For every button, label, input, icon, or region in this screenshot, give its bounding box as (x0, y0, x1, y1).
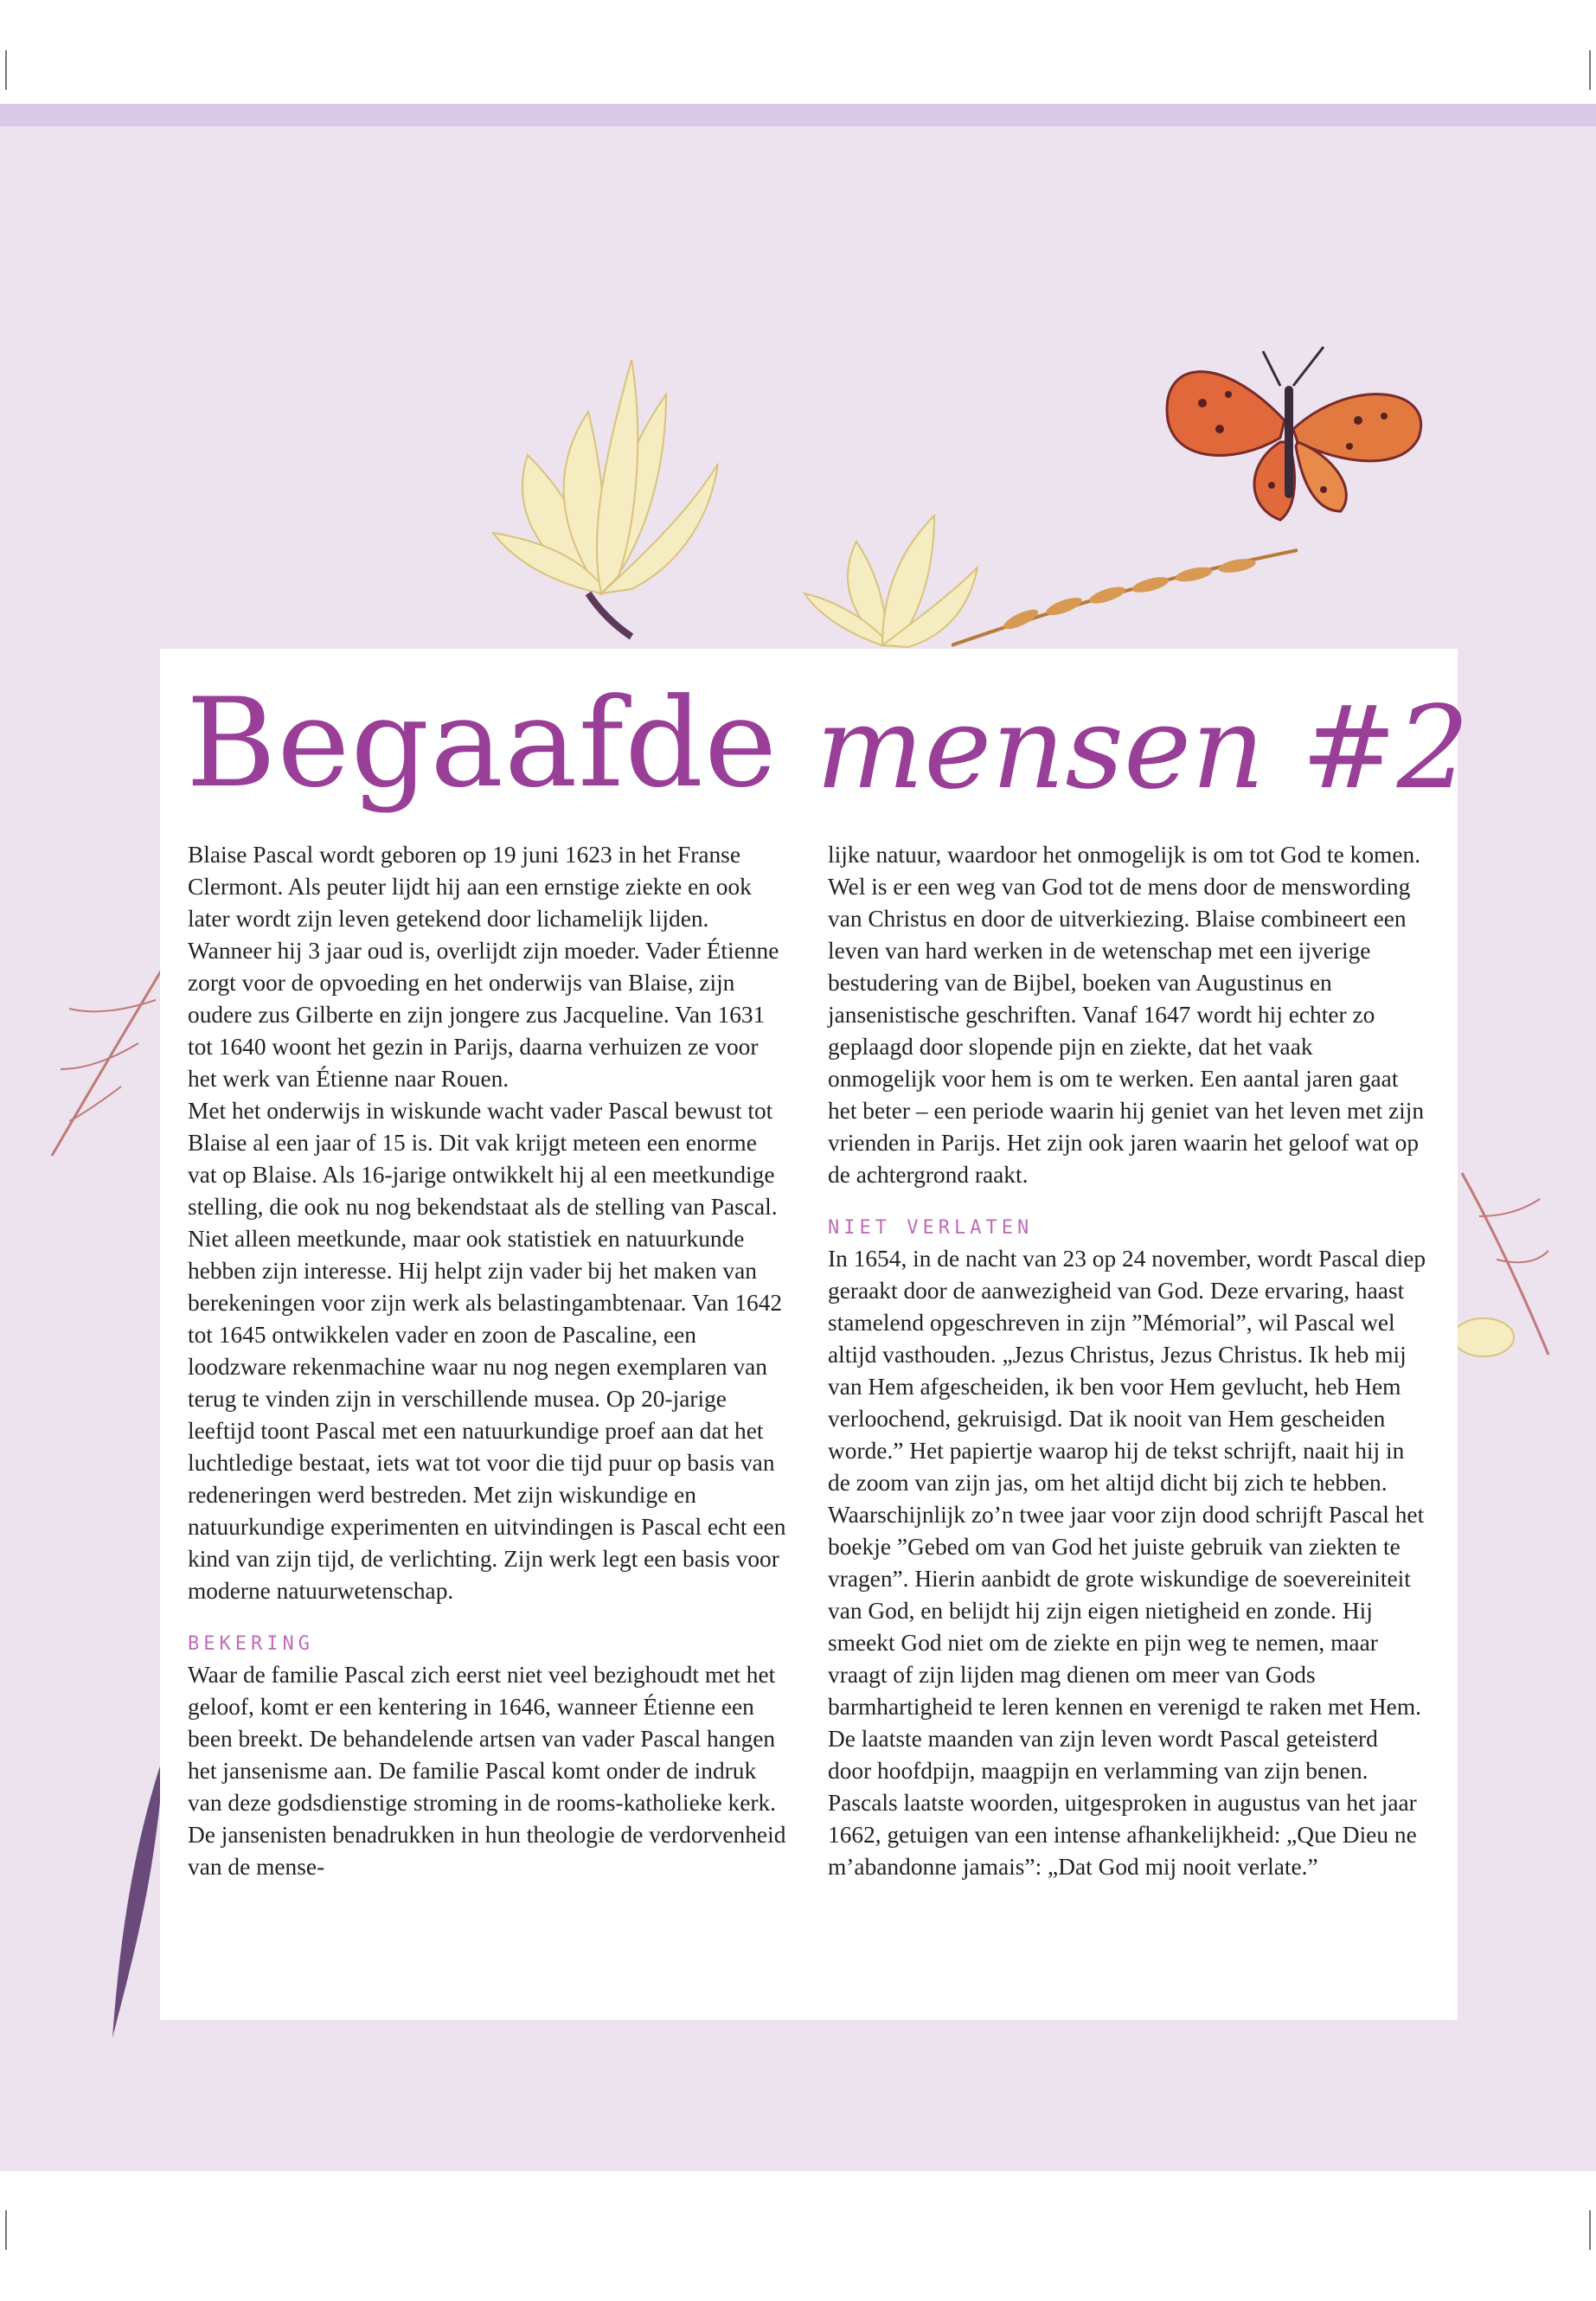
crop-mark-bottom-right (1589, 2210, 1591, 2250)
article-card (160, 649, 1470, 2020)
section-heading-niet-verlaten: NIET VERLATEN (828, 1217, 1034, 1239)
article-title (186, 670, 1470, 843)
body-paragraph: Waar de familie Pascal zich eerst niet veel bezighoudt met het geloof, komt er een kentering in 1646, wanneer Étienne een been breekt. De behandelende artsen van vader Pascal hangen het jansenisme aan. De familie Pascal komt onder de indruk van deze godsdienstige stroming in de rooms-katholieke kerk. De jansenisten benadrukken in hun theologie de verdorvenheid van de mense- (188, 1662, 786, 1880)
crop-mark-top-right (1589, 50, 1591, 90)
section-heading-bekering: BEKERING (188, 1633, 314, 1655)
right-column (828, 839, 1426, 1883)
body-paragraph: Met het onderwijs in wiskunde wacht vader Pascal bewust tot Blaise al een jaar of 15 is. Dit vak krijgt meteen een enorme vat op Blaise. Als 16-jarige ontwikkelt hij al een meetkundige stelling, die ook nu nog bekendstaat als de stelling van Pascal. (188, 1098, 778, 1220)
body-paragraph: Blaise Pascal wordt geboren op 19 juni 1623 in het Franse Clermont. Als peuter lijdt hij aan een ernstige ziekte en ook later wordt zijn leven getekend door lichamelijk lijden. Wanneer hij 3 jaar oud is, overlijdt zijn moeder. Vader Étienne zorgt voor de opvoeding en het onderwijs van Blaise, zijn oudere zus Gilberte en zijn jongere zus Jacqueline. Van 1631 tot 1640 woont het gezin in Parijs, daarna verhuizen ze voor het werk van Étienne naar Rouen. (188, 842, 779, 1092)
grass-illustration-left (35, 948, 173, 1173)
body-paragraph: Niet alleen meetkunde, maar ook statistiek en natuurkunde hebben zijn interesse. Hij helpt zijn vader bij het maken van berekeningen voor zijn werk als belastingambtenaar. Van 1642 tot 1645 ontwikkelen vader en zoon de Pascaline, een loodzware rekenmachine waar nu nog negen exemplaren van terug te vinden zijn in verschillende musea. Op 20-jarige leeftijd toont Pascal met een natuurkundige proef aan dat het luchtledige bestaat, iets wat tot voor die tijd puur op basis van redeneringen werd bestreden. Met zijn wiskundige en natuurkundige experimenten en uitvindingen is Pascal echt een kind van zijn tijd, de verlichting. Zijn werk legt een basis voor moderne natuurwetenschap. (188, 1226, 786, 1604)
title-regular: Begaafde (186, 672, 779, 815)
title-script: mensen #2 (816, 682, 1470, 815)
butterfly-illustration (1151, 334, 1445, 542)
body-paragraph: In 1654, in de nacht van 23 op 24 november, wordt Pascal diep geraakt door de aanwezigheid van God. Deze ervaring, haast stamelend opgeschreven in zijn ”Mémorial”, wil Pascal wel altijd vasthouden. „Jezus Christus, Jezus Christus. Ik heb mij van Hem afgescheiden, ik ben voor Hem gevlucht, heb Hem verloochend, gekruisigd. Dat ik nooit van Hem gescheiden worde.” Het papiertje waarop hij de tekst schrijft, naait hij in de zoom van zijn jas, om het altijd dicht bij zich te hebben. (828, 1246, 1426, 1496)
flower-illustration-right (1445, 1303, 1531, 1372)
wheat-illustration (952, 533, 1315, 654)
flower-illustration-left (458, 334, 744, 645)
header-band (0, 104, 1596, 126)
body-paragraph: Waarschijnlijk zo’n twee jaar voor zijn dood schrijft Pascal het boekje ”Gebed om van God het juiste gebruik van ziekten te vragen”. Hierin aanbidt de grote wiskundige de soevereiniteit van God, en belijdt hij zijn eigen nietigheid en zonde. Hij smeekt God niet om de ziekte en pijn weg te nemen, maar vraagt of zijn lijden mag dienen om meer van Gods barmhartigheid te leren kennen en verenigd te raken met Hem. De laatste maanden van zijn leven wordt Pascal geteisterd door hoofdpijn, maagpijn en verlamming van zijn benen. Pascals laatste woorden, uitgesproken in augustus van het jaar 1662, getuigen van een intense afhankelijkheid: „Que Dieu ne m’abandonne jamais”: „Dat God mij nooit verlate.” (828, 1502, 1425, 1880)
body-paragraph: lijke natuur, waardoor het onmogelijk is om tot God te komen. Wel is er een weg van God tot de mens door de menswording van Christus en door de uitverkiezing. Blaise combineert een leven van hard werken in de wetenschap met een ijverige bestudering van de Bijbel, boeken van Augustinus en jansenistische geschriften. Vanaf 1647 wordt hij echter zo geplaagd door slopende pijn en ziekte, dat het vaak onmogelijk voor hem is om te werken. Een aantal jaren gaat het beter – een periode waarin hij geniet van het leven met zijn vrienden in Parijs. Het zijn ook jaren waarin het geloof wat op de achtergrond raakt. (828, 842, 1425, 1188)
left-column (188, 839, 786, 1883)
crop-mark-top-left (5, 50, 7, 90)
crop-mark-bottom-left (5, 2210, 7, 2250)
